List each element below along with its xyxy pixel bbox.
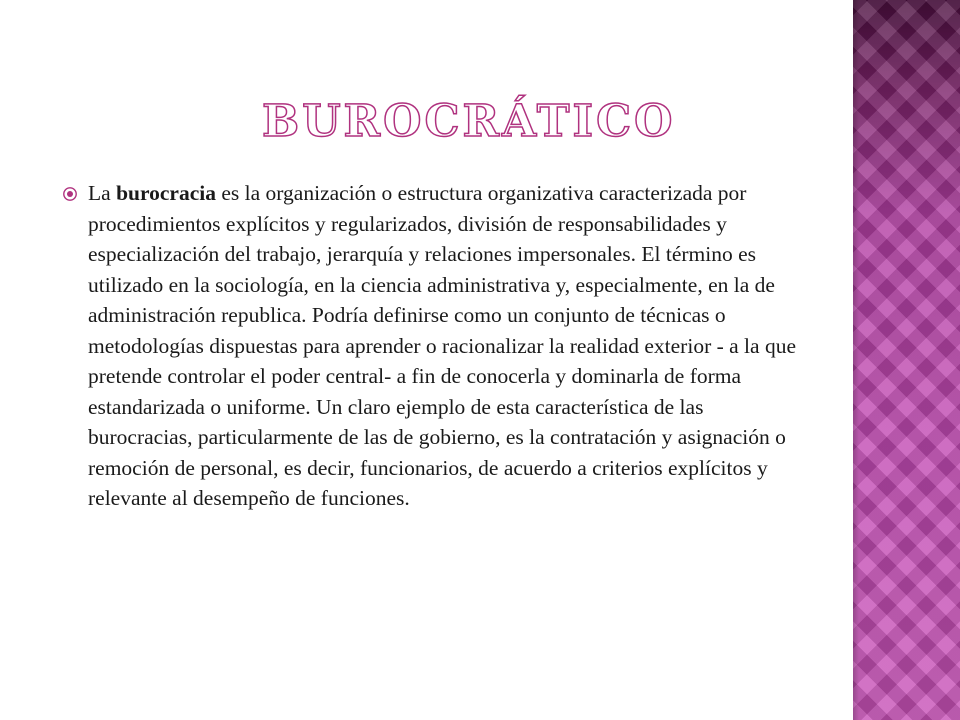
bullet-text-rest: es la organización o estructura organizativa caracterizada por procedimientos explícitos y regularizados, división de responsabilidades y especialización del trabajo, jerarquía y relaciones impersonales. El término es utilizado en la sociología, en la ciencia administrativa y, especialmente, en la de administración republica. Podría definirse como un conjunto de técnicas o metodologías dispuestas para aprender o racionalizar la realidad exterior - a la que pretende controlar el poder central- a fin de conocerla y dominarla de forma estandarizada o uniforme. Un claro ejemplo de esta característica de las burocracias, particularmente de las de gobierno, es la contratación y asignación o remoción de personal, es decir, funcionarios, de acuerdo a criterios explícitos y relevante al desempeño de funciones. (88, 181, 796, 510)
slide-title: BUROCRÁTICO (262, 96, 676, 147)
side-band-shadow (853, 0, 859, 720)
circled-dot-icon (62, 178, 88, 202)
decorative-side-band (853, 0, 960, 720)
bullet-item (62, 178, 802, 514)
bullet-term-bold: burocracia (116, 181, 216, 205)
bullet-text-lead: La (88, 181, 117, 205)
slide-body (62, 178, 802, 514)
bullet-text (88, 178, 802, 514)
